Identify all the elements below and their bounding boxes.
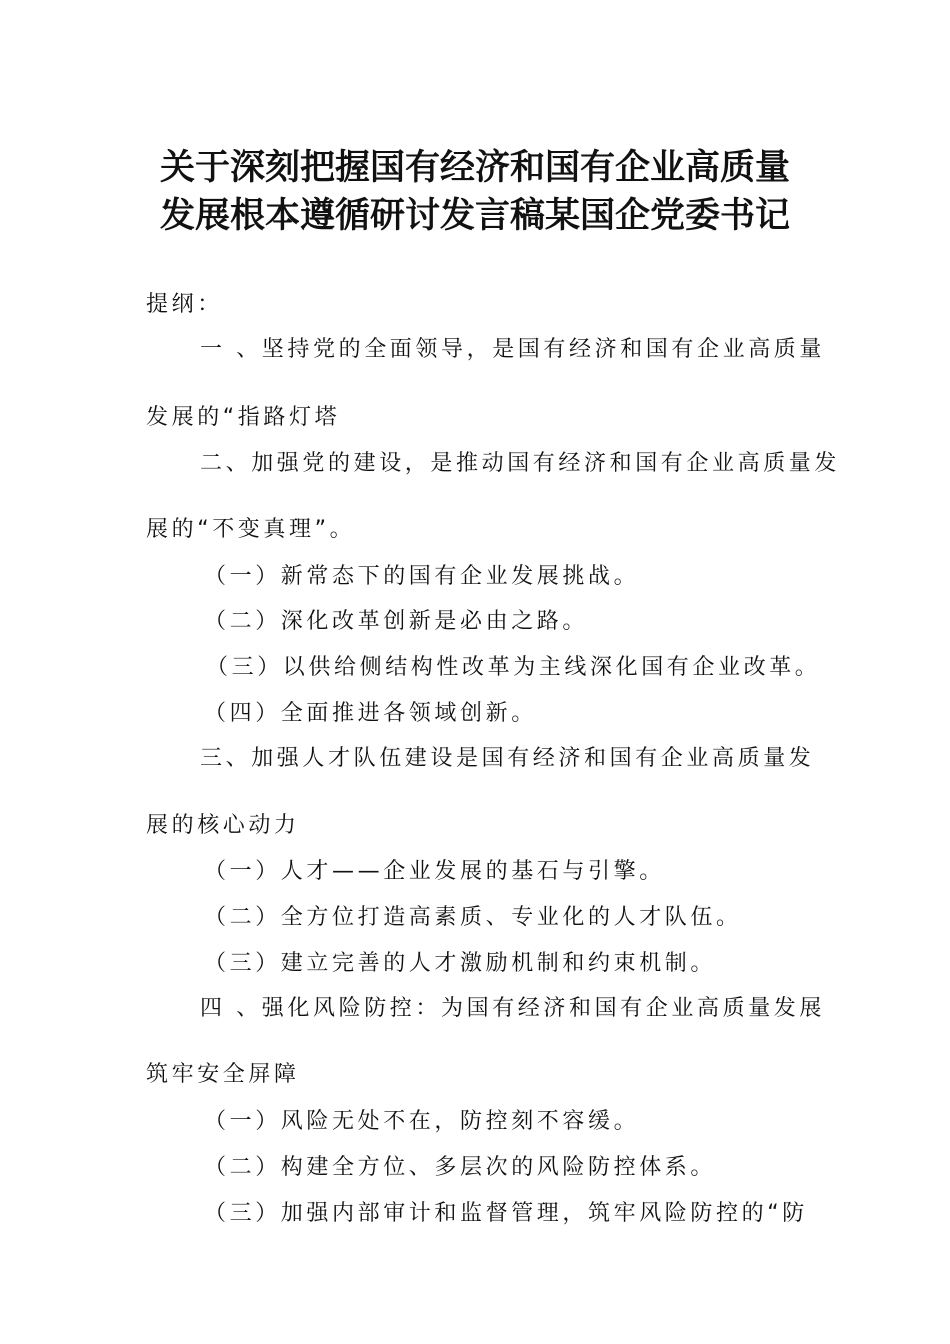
outline-item-1-line-1: 一 、坚持党的全面领导，是国有经济和国有企业高质量 <box>200 337 825 362</box>
outline-item-4-line-2: 筑牢安全屏障 <box>146 1062 300 1087</box>
outline-item-1-line-2: 发展的“指路灯塔 <box>146 405 341 430</box>
outline-subitem-2-2: （二）深化改革创新是必由之路。 <box>204 609 589 634</box>
document-title-line-2: 发展根本遵循研讨发言稿某国企党委书记 <box>159 196 790 236</box>
outline-subitem-3-3: （三）建立完善的人才激励机制和约束机制。 <box>204 951 717 976</box>
outline-item-2-line-1: 二、加强党的建设，是推动国有经济和国有企业高质量发 <box>200 451 841 476</box>
outline-item-3-line-2: 展的核心动力 <box>146 813 300 838</box>
outline-subitem-3-1: （一）人才——企业发展的基石与引擎。 <box>204 859 665 884</box>
outline-subitem-2-3: （三）以供给侧结构性改革为主线深化国有企业改革。 <box>206 655 821 680</box>
outline-subitem-3-2: （二）全方位打造高素质、专业化的人才队伍。 <box>204 905 742 930</box>
outline-subitem-4-1: （一）风险无处不在，防控刻不容缓。 <box>204 1109 640 1134</box>
outline-subitem-2-4: （四）全面推进各领域创新。 <box>204 701 537 726</box>
outline-subitem-4-3: （三）加强内部审计和监督管理，筑牢风险防控的“防 <box>204 1201 808 1226</box>
outline-label: 提纲： <box>146 292 223 317</box>
outline-subitem-2-1: （一）新常态下的国有企业发展挑战。 <box>204 564 640 589</box>
document-title-line-1: 关于深刻把握国有经济和国有企业高质量 <box>159 148 790 188</box>
outline-item-4-line-1: 四 、强化风险防控：为国有经济和国有企业高质量发展 <box>200 996 825 1021</box>
outline-item-2-line-2: 展的“不变真理”。 <box>146 517 356 542</box>
outline-item-3-line-1: 三、加强人才队伍建设是国有经济和国有企业高质量发 <box>200 746 815 771</box>
outline-subitem-4-2: （二）构建全方位、多层次的风险防控体系。 <box>204 1155 717 1180</box>
